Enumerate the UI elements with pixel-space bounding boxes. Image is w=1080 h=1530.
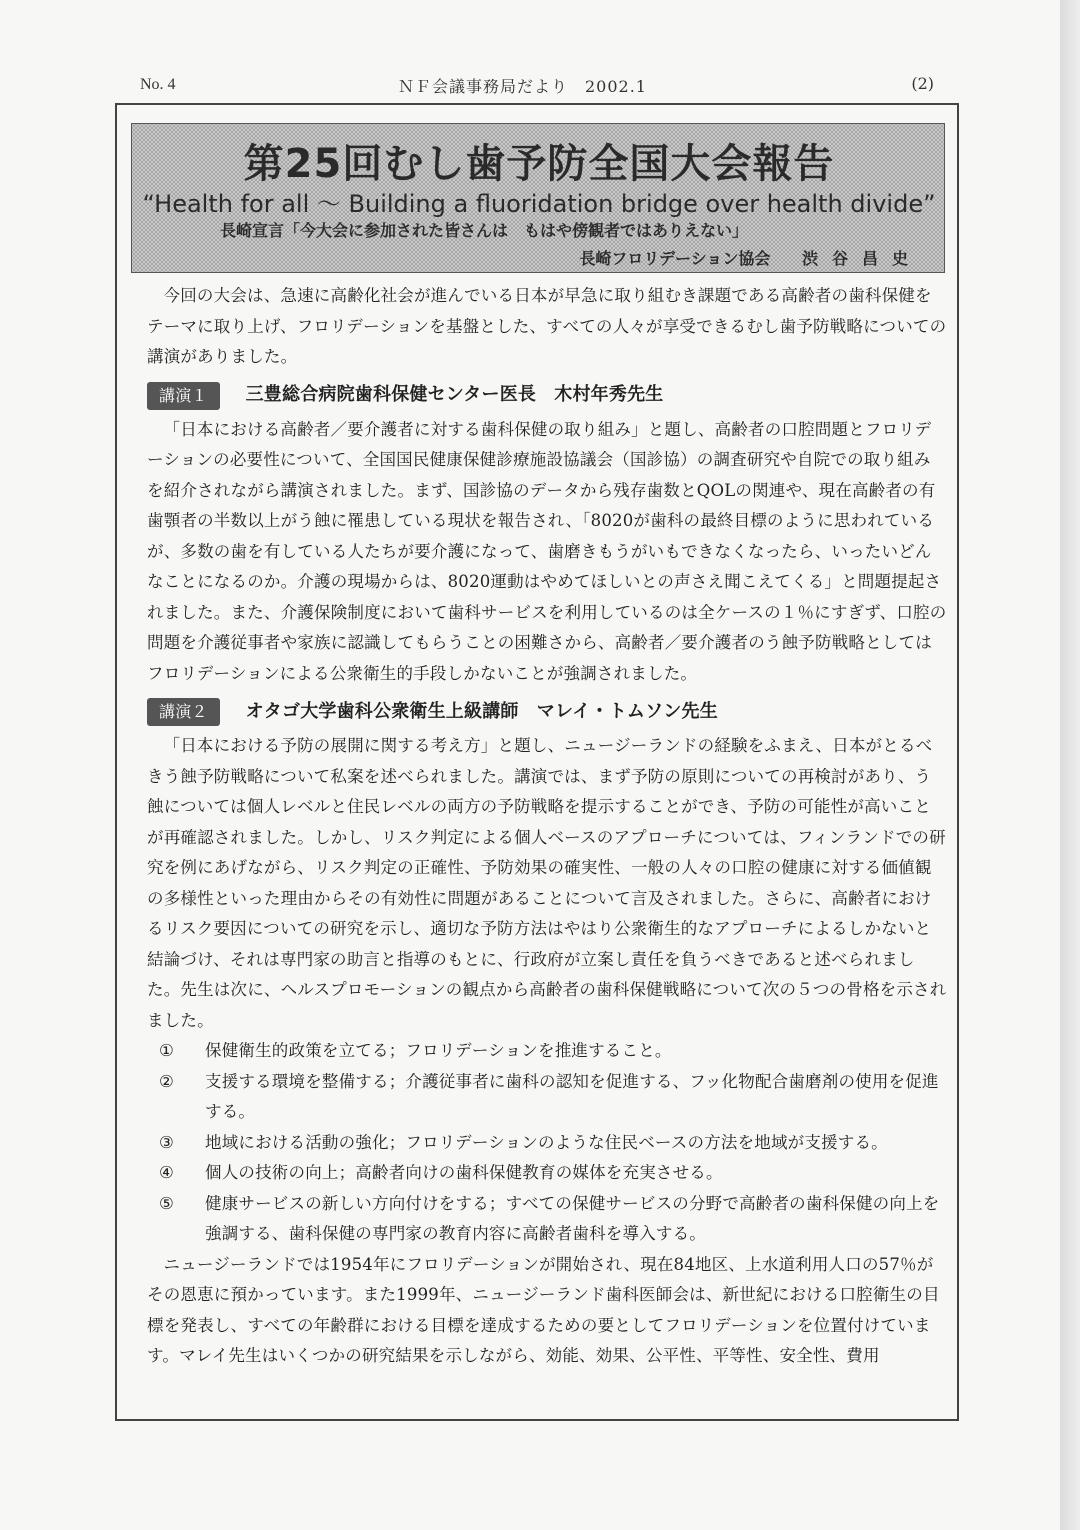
title-box: [131, 123, 945, 273]
list-item: [147, 1158, 947, 1189]
lecture-1-heading: [147, 377, 947, 415]
list-item: [147, 1036, 947, 1067]
lecture-2-body: 「日本における予防の展開に関する考え方」と題し、ニュージーランドの経験をふまえ、日本がとるべきう蝕予防戦略について私案を述べられました。講演では、まず予防の原則についての再検討があり、う蝕については個人レベルと住民レベルの両方の予防戦略を提示することができ、予防の可能性が高いことが再確認されました。しかし、リスク判定による個人ベースのアプローチについては、フィンランドでの研究を例にあげながら、リスク判定の正確性、予防効果の確実性、一般の人々の口腔の健康に対する価値観の多様性といった理由からその有効性に問題があることについて言及されました。さらに、高齢者におけるリスク要因についての研究を示し、適切な予防方法はやはり公衆衛生的なアプローチによるしかないと結論づけ、それは専門家の助言と指導のもとに、行政府が立案し責任を負うべきであると述べられました。先生は次に、ヘルスプロモーションの観点から高齢者の歯科保健戦略について次の５つの骨格を示されました。: [147, 736, 947, 1030]
list-item-text: 保健衛生的政策を立てる；フロリデーションを推進すること。: [205, 1041, 672, 1060]
list-item-number: ④: [159, 1163, 174, 1182]
list-item: [147, 1067, 947, 1128]
article-body: [147, 281, 947, 1372]
lecture-2-heading: [147, 693, 947, 731]
lecture-1-body: 「日本における高齢者／要介護者に対する歯科保健の取り組み」と題し、高齢者の口腔問題とフロリデーションの必要性について、全国国民健康保健診療施設協議会（国診協）の調査研究や自院での取り組みを紹介されながら講演されました。まず、国診協のデータから残存歯数とQOLの関連や、現在高齢者の有歯顎者の半数以上がう蝕に罹患している現状を報告され、「8020が歯科の最終目標のように思われているが、多数の歯を有している人たちが要介護になって、歯磨きもうがいもできなくなったら、いったいどんなことになるのか。介護の現場からは、8020運動はやめてほしいとの声さえ聞こえてくる」と問題提起されました。また、介護保険制度において歯科サービスを利用しているのは全ケースの１％にすぎず、口腔の問題を介護従事者や家族に認識してもらうことの困難さから、高齢者／要介護者のう蝕予防戦略としてはフロリデーションによる公衆衛生的手段しかないことが強調されました。: [147, 419, 947, 683]
intro-paragraph: 今回の大会は、急速に高齢化社会が進んでいる日本が早急に取り組むき課題である高齢者の歯科保健をテーマに取り上げ、フロリデーションを基盤とした、すべての人々が享受できるむし歯予防戦略についての講演がありました。: [147, 286, 947, 366]
new-zealand-paragraph: ニュージーランドでは1954年にフロリデーションが開始され、現在84地区、上水道利用人口の57％がその恩恵に預かっています。また1999年、ニュージーランド歯科医師会は、新世紀における口腔衛生の目標を発表し、すべての年齢群における目標を達成するための要としてフロリデーションを位置付けています。マレイ先生はいくつかの研究結果を示しながら、効能、効果、公平性、平等性、安全性、費用: [147, 1254, 940, 1365]
author-line: [579, 246, 922, 269]
nagasaki-declaration: 長崎宣言「今大会に参加された皆さんは もはや傍観者ではありえない」: [220, 221, 749, 240]
list-item-text: 健康サービスの新しい方向付けをする；すべての保健サービスの分野で高齢者の歯科保健の向上を強調する、歯科保健の専門家の教育内容に高齢者歯科を導入する。: [205, 1193, 940, 1243]
lecture-2-badge: 講演２: [147, 698, 220, 726]
english-subtitle: “Health for all ～ Building a fluoridation bridge over health divide”: [142, 190, 936, 218]
newsletter-name: ＮＦ会議事務局だより 2002.1: [398, 77, 647, 96]
list-item-number: ③: [159, 1132, 174, 1152]
list-item-text: 個人の技術の向上；高齢者向けの歯科保健教育の媒体を充実させる。: [205, 1163, 723, 1182]
issue-number: No. 4: [140, 76, 176, 93]
lecture-2-speaker: オタゴ大学歯科公衆衛生上級講師 マレイ・トムソン先生: [245, 700, 718, 722]
list-item-text: 支援する環境を整備する；介護従事者に歯科の認知を促進する、フッ化物配合歯磨剤の使用を促進する。: [205, 1071, 939, 1121]
running-header: [140, 72, 940, 102]
page-edge: [1060, 0, 1080, 1530]
list-item-number: ②: [159, 1071, 174, 1091]
list-item-number: ①: [159, 1041, 174, 1060]
author-name: 渋谷昌史: [801, 249, 922, 268]
article-title: 第25回むし歯予防全国大会報告: [243, 141, 835, 187]
author-organization: 長崎フロリデーション協会: [579, 249, 771, 268]
lecture-1-badge: 講演１: [147, 382, 220, 410]
list-item: [147, 1189, 947, 1250]
article-frame: [115, 103, 959, 1421]
list-item-number: ⑤: [159, 1193, 174, 1213]
list-item: [147, 1128, 947, 1159]
strategy-list: [147, 1036, 947, 1250]
page-number: (2): [911, 74, 934, 93]
list-item-text: 地域における活動の強化；フロリデーションのような住民ベースの方法を地域が支援する。: [205, 1132, 888, 1152]
lecture-1-speaker: 三豊総合病院歯科保健センター医長 木村年秀先生: [245, 384, 664, 406]
